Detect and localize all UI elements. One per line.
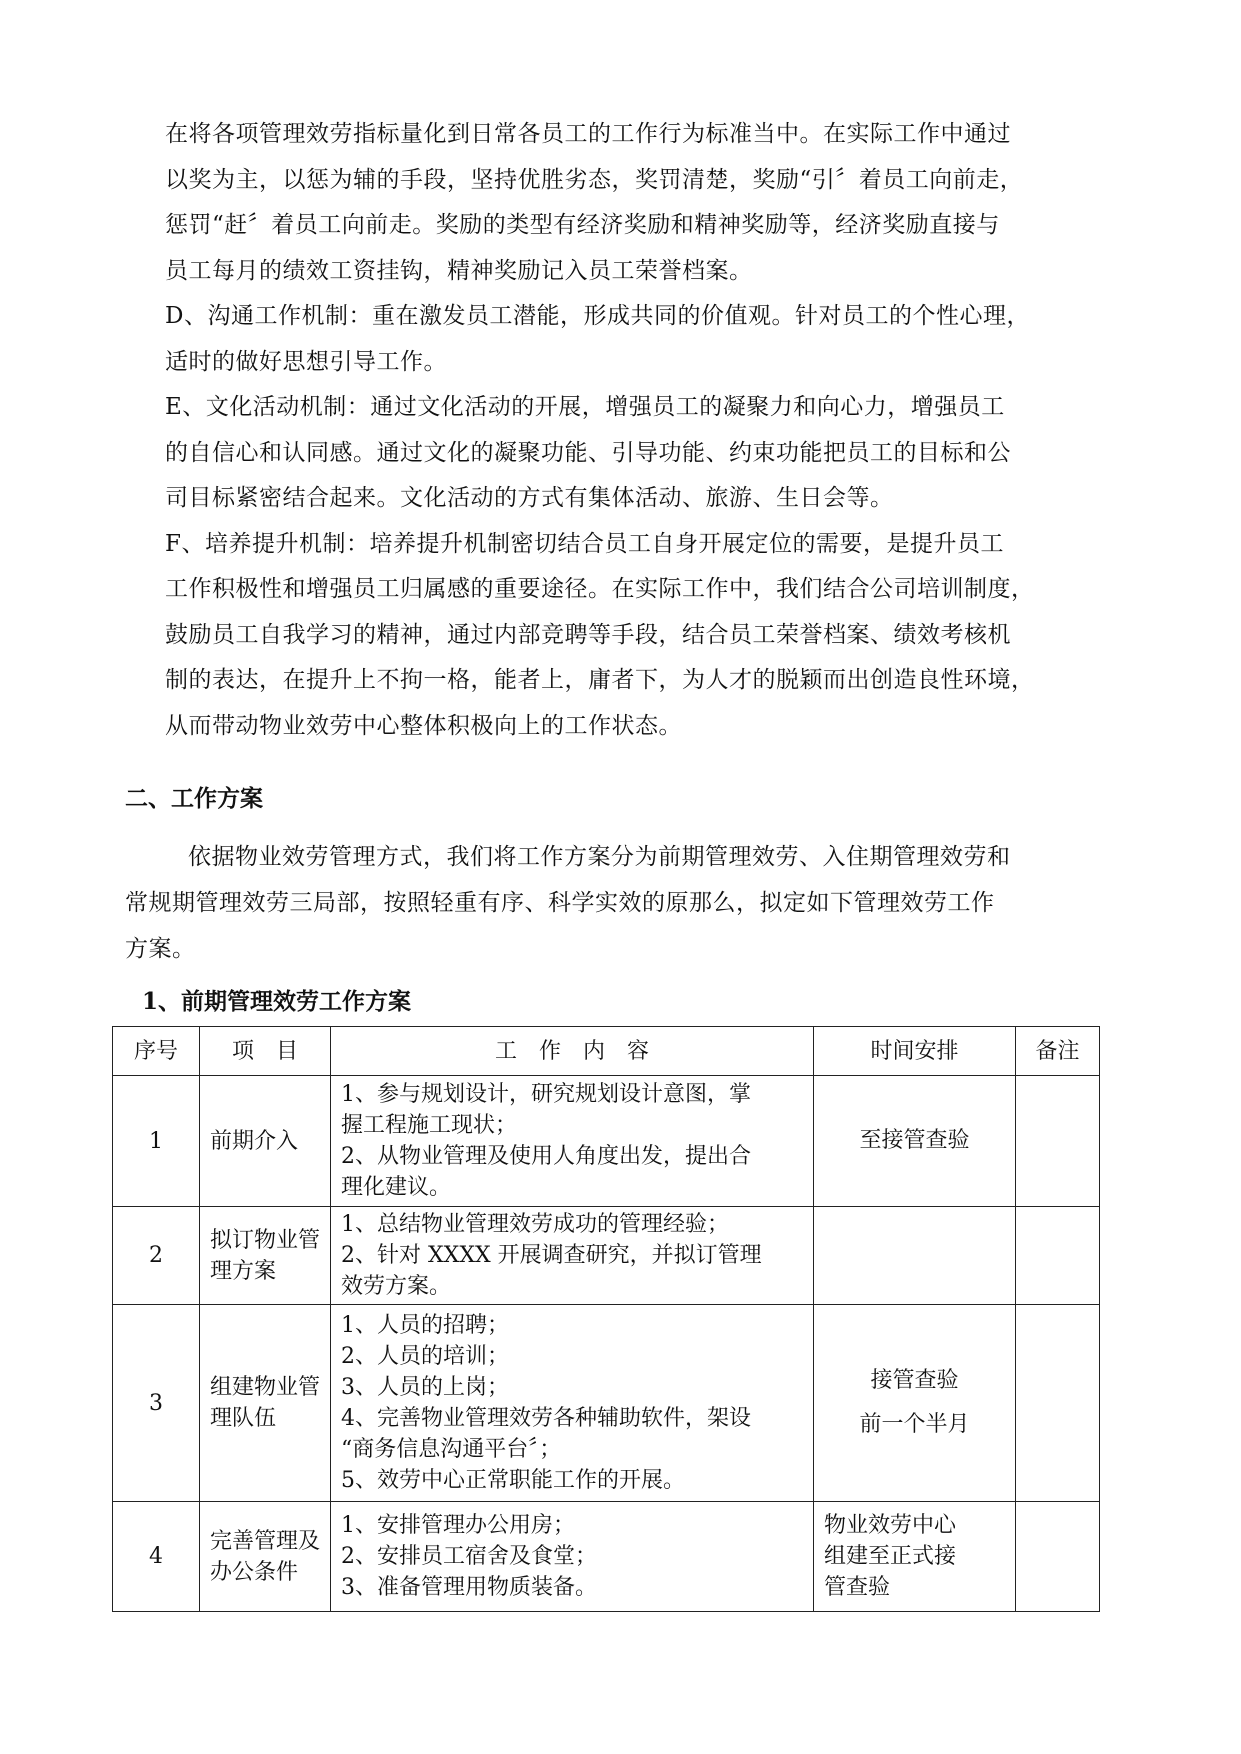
table-row xyxy=(113,1076,1100,1207)
paragraph-line: 员工每月的绩效工资挂钩，精神奖励记入员工荣誉档案。 xyxy=(165,257,753,284)
row-item: 前期介入 xyxy=(200,1076,331,1207)
table-row xyxy=(113,1207,1100,1305)
row-content xyxy=(331,1076,814,1207)
row-item: 拟订物业管理方案 xyxy=(200,1207,331,1305)
paragraph-line: 从而带动物业效劳中心整体积极向上的工作状态。 xyxy=(165,712,682,739)
content-line: 3、人员的上岗； xyxy=(341,1375,509,1400)
time-line: 接管查验 xyxy=(870,1368,959,1393)
row-item: 组建物业管理队伍 xyxy=(200,1305,331,1502)
paragraph-line: 工作积极性和增强员工归属感的重要途径。在实际工作中，我们结合公司培训制度， xyxy=(165,576,1035,602)
paragraph-line: 制的表达，在提升上不拘一格，能者上，庸者下，为人才的脱颖而出创造良性环境， xyxy=(165,667,1035,693)
content-line: 1、人员的招聘； xyxy=(341,1313,509,1338)
header-number: 序号 xyxy=(113,1027,200,1076)
content-line: 4、完善物业管理效劳各种辅助软件，架设 xyxy=(341,1406,751,1431)
paragraph-line: F、培养提升机制：培养提升机制密切结合员工自身开展定位的需要，是提升员工 xyxy=(165,530,1004,557)
time-line: 管查验 xyxy=(824,1575,891,1600)
time-line: 前一个半月 xyxy=(859,1412,970,1437)
content-line: 2、安排员工宿舍及食堂； xyxy=(341,1544,597,1569)
content-line: 握工程施工现状； xyxy=(341,1113,518,1138)
content-line: 2、人员的培训； xyxy=(341,1344,509,1369)
body-paragraphs xyxy=(165,112,1065,749)
row-time xyxy=(814,1305,1016,1502)
row-content xyxy=(331,1207,814,1305)
row-content xyxy=(331,1502,814,1612)
time-line: 物业效劳中心 xyxy=(824,1513,957,1538)
paragraph-line: 适时的做好思想引导工作。 xyxy=(165,348,447,375)
row-number: 3 xyxy=(113,1305,200,1502)
time-line: 至接管查验 xyxy=(859,1128,970,1153)
content-line: 效劳方案。 xyxy=(341,1274,452,1299)
row-number: 2 xyxy=(113,1207,200,1305)
row-item: 完善管理及办公条件 xyxy=(200,1502,331,1612)
section-heading: 二、工作方案 xyxy=(125,785,263,812)
row-time xyxy=(814,1076,1016,1207)
content-line: 1、参与规划设计，研究规划设计意图，掌 xyxy=(341,1082,751,1107)
content-line: 3、准备管理用物质装备。 xyxy=(341,1575,597,1600)
intro-line: 方案。 xyxy=(125,936,196,962)
paragraph-line: 的自信心和认同感。通过文化的凝聚功能、引导功能、约束功能把员工的目标和公 xyxy=(165,439,1011,466)
row-content xyxy=(331,1305,814,1502)
paragraph-line: 在将各项管理效劳指标量化到日常各员工的工作行为标准当中。在实际工作中通过 xyxy=(165,121,1011,147)
header-item: 项 目 xyxy=(200,1027,331,1076)
paragraph-line: 鼓励员工自我学习的精神，通过内部竞聘等手段，结合员工荣誉档案、绩效考核机 xyxy=(165,621,1011,648)
content-line: 2、针对 XXXX 开展调查研究，并拟订管理 xyxy=(341,1243,762,1268)
row-time xyxy=(814,1207,1016,1305)
paragraph-line: 以奖为主，以惩为辅的手段，坚持优胜劣态，奖罚清楚，奖励“引〞着员工向前走， xyxy=(165,166,1024,193)
paragraph-line: E、文化活动机制：通过文化活动的开展，增强员工的凝聚力和向心力，增强员工 xyxy=(165,394,1005,420)
paragraph-line: 司目标紧密结合起来。文化活动的方式有集体活动、旅游、生日会等。 xyxy=(165,485,894,511)
sub-heading: 1、前期管理效劳工作方案 xyxy=(142,988,412,1015)
intro-line: 常规期管理效劳三局部，按照轻重有序、科学实效的原那么，拟定如下管理效劳工作 xyxy=(125,890,995,916)
row-note xyxy=(1016,1305,1100,1502)
row-time xyxy=(814,1502,1016,1612)
row-note xyxy=(1016,1076,1100,1207)
time-line: 组建至正式接 xyxy=(824,1544,957,1569)
content-line: 理化建议。 xyxy=(341,1175,452,1200)
row-number: 4 xyxy=(113,1502,200,1612)
row-number: 1 xyxy=(113,1076,200,1207)
content-line: 2、从物业管理及使用人角度出发，提出合 xyxy=(341,1144,751,1169)
table-row xyxy=(113,1502,1100,1612)
content-line: 1、安排管理办公用房； xyxy=(341,1513,575,1538)
intro-line: 依据物业效劳管理方式，我们将工作方案分为前期管理效劳、入住期管理效劳和 xyxy=(188,844,1011,870)
header-content: 工 作 内 容 xyxy=(331,1027,814,1076)
paragraph-line: 惩罚“赶〞着员工向前走。奖励的类型有经济奖励和精神奖励等，经济奖励直接与 xyxy=(165,212,1000,238)
table-row xyxy=(113,1305,1100,1502)
row-note xyxy=(1016,1207,1100,1305)
content-line: 5、效劳中心正常职能工作的开展。 xyxy=(341,1468,685,1493)
content-line: 1、总结物业管理效劳成功的管理经验； xyxy=(341,1212,729,1237)
table-header-row xyxy=(113,1027,1100,1076)
paragraph-line: D、沟通工作机制：重在激发员工潜能，形成共同的价值观。针对员工的个性心理， xyxy=(165,303,1030,329)
row-note xyxy=(1016,1502,1100,1612)
work-plan-table xyxy=(112,1026,1100,1612)
header-note: 备注 xyxy=(1016,1027,1100,1076)
content-line: “商务信息沟通平台〞； xyxy=(341,1437,562,1462)
header-time: 时间安排 xyxy=(814,1027,1016,1076)
